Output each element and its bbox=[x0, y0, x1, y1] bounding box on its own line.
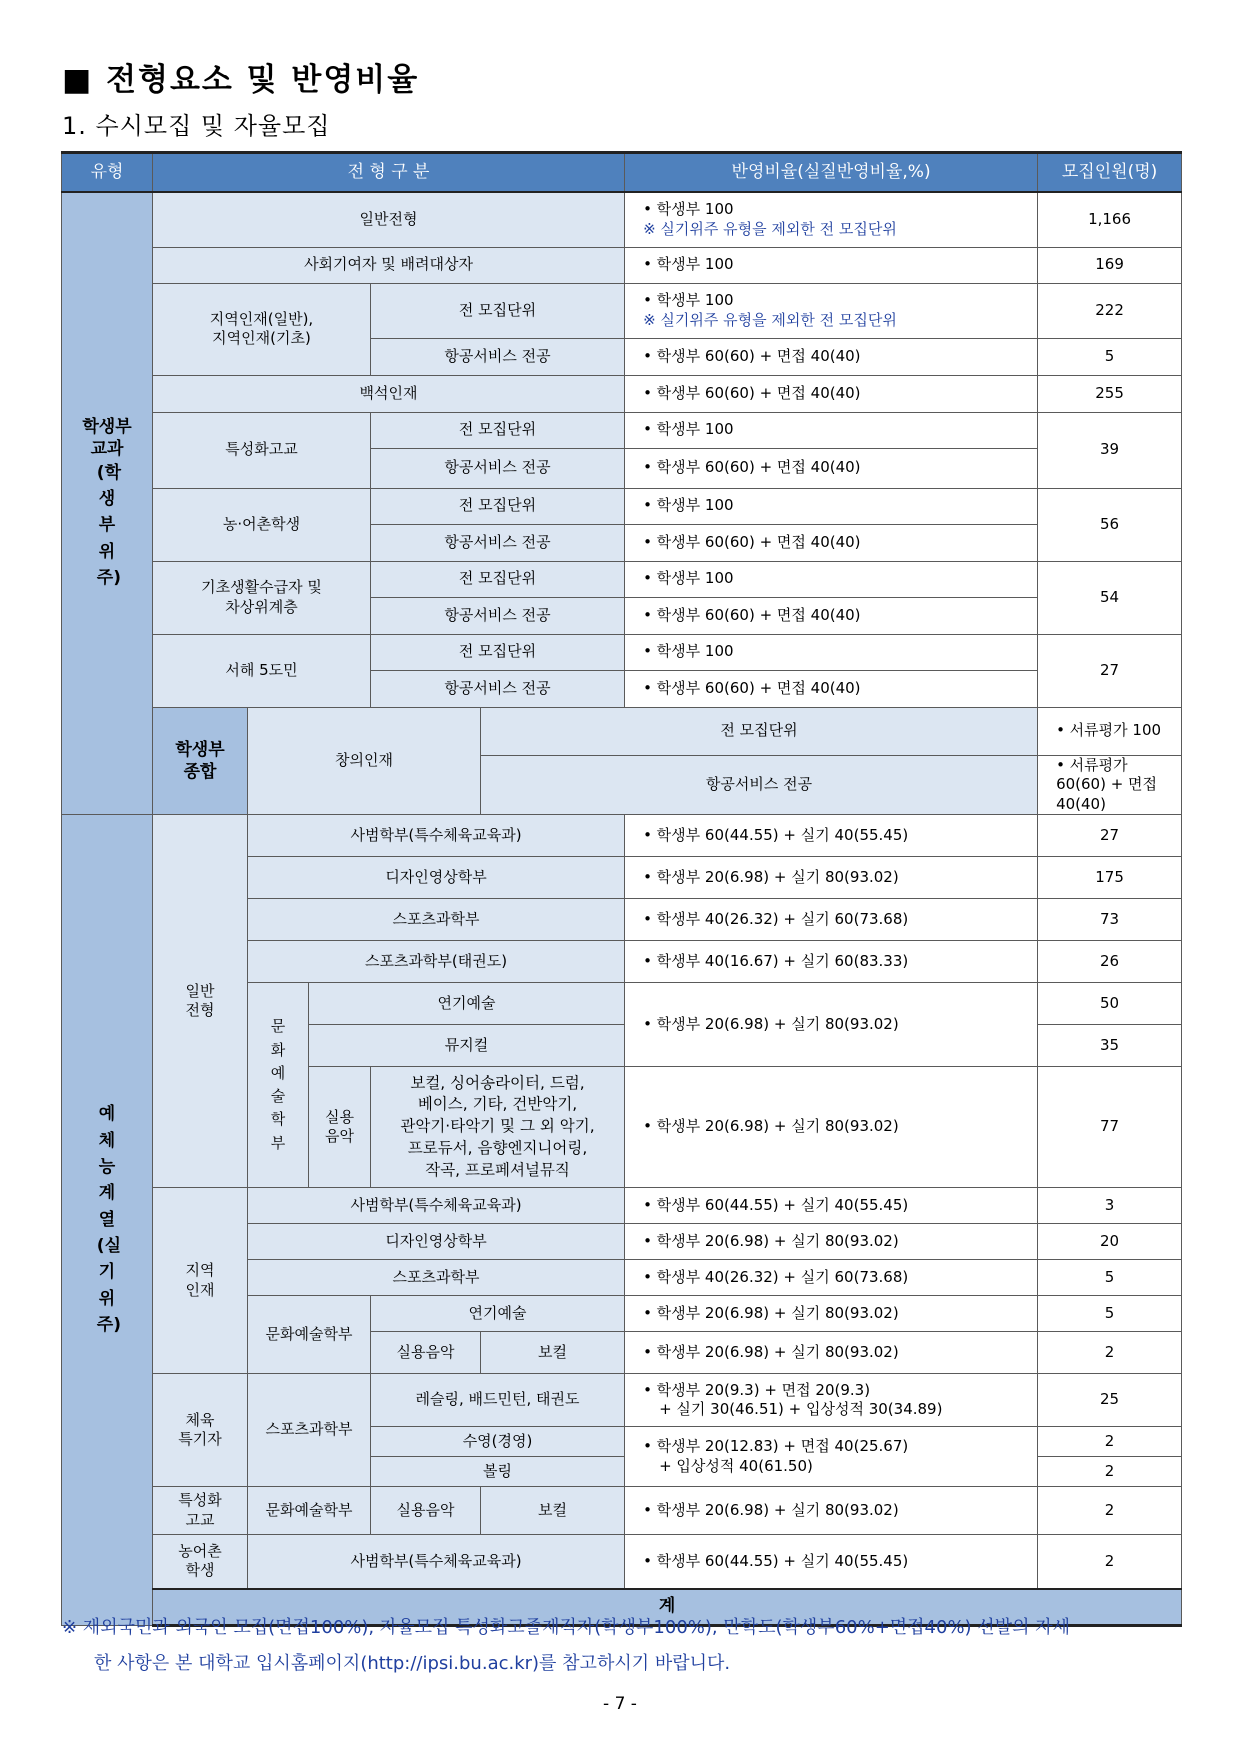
division-cell: 백석인재 bbox=[153, 375, 625, 412]
subdivision-cell: 항공서비스 전공 bbox=[371, 524, 625, 561]
major-cell: 보컬 bbox=[481, 1487, 625, 1535]
quota-cell: 5 bbox=[1038, 1296, 1182, 1332]
ratio-cell: • 학생부 60(60) + 면접 40(40) bbox=[625, 670, 1038, 707]
ratio-cell: • 학생부 100 bbox=[625, 412, 1038, 448]
subdivision-cell: 항공서비스 전공 bbox=[371, 448, 625, 488]
ratio-cell: • 학생부 100 bbox=[625, 247, 1038, 283]
ratio-cell: • 학생부 20(6.98) + 실기 80(93.02) bbox=[625, 1224, 1038, 1260]
table-row bbox=[62, 707, 1182, 755]
table-row bbox=[62, 247, 1182, 283]
quota-cell: 255 bbox=[1038, 375, 1182, 412]
ratio-cell: • 학생부 100 ※ 실기위주 유형을 제외한 전 모집단위 bbox=[625, 192, 1038, 247]
quota-cell: 54 bbox=[1038, 561, 1182, 634]
header-quota: 모집인원(명) bbox=[1038, 153, 1182, 193]
subdivision-cell: 항공서비스 전공 bbox=[371, 597, 625, 634]
department-cell: 스포츠과학부(태권도) bbox=[248, 941, 625, 983]
quota-cell: 2 bbox=[1038, 1487, 1182, 1535]
ratio-cell: • 학생부 60(60) + 면접 40(40) bbox=[625, 375, 1038, 412]
category-gyogwa: 학생부 교과 (학생부위주) bbox=[62, 192, 153, 815]
division-cell: 지역인재(일반), 지역인재(기초) bbox=[153, 283, 371, 375]
major-cell: 레슬링, 배드민턴, 태권도 bbox=[371, 1374, 625, 1427]
quota-cell: 39 bbox=[1038, 412, 1182, 488]
ratio-cell: • 학생부 60(44.55) + 실기 40(55.45) bbox=[625, 1535, 1038, 1589]
quota-cell: 5 bbox=[1038, 1260, 1182, 1296]
ratio-cell: • 학생부 60(60) + 면접 40(40) bbox=[625, 597, 1038, 634]
category-yeche: 예체능계열(실기위주) bbox=[62, 815, 153, 1626]
header-ratio: 반영비율(실질반영비율,%) bbox=[625, 153, 1038, 193]
department-cell: 스포츠과학부 bbox=[248, 1374, 371, 1487]
footnote-line: ※ 재외국민과 외국인 모집(면접100%), 자율모집 특성화고졸재직자(학생부100%), 만학도(학생부60%+면접40%) 선발의 자세 bbox=[62, 1617, 1070, 1638]
ratio-cell: • 학생부 20(6.98) + 실기 80(93.02) bbox=[625, 1296, 1038, 1332]
department-cell: 디자인영상학부 bbox=[248, 1224, 625, 1260]
division-cell: 문화예술학부 bbox=[248, 983, 309, 1188]
subdivision-cell: 전 모집단위 bbox=[371, 634, 625, 670]
major-cell: 뮤지컬 bbox=[309, 1025, 625, 1067]
table-row bbox=[62, 1535, 1182, 1589]
table-row bbox=[62, 192, 1182, 247]
table-row bbox=[62, 412, 1182, 448]
ratio-cell: • 학생부 20(12.83) + 면접 40(25.67) + 입상성적 40(61.50) bbox=[625, 1427, 1038, 1487]
subdivision-cell: 전 모집단위 bbox=[371, 488, 625, 524]
department-cell: 사범학부(특수체육교육과) bbox=[248, 1188, 625, 1224]
quota-cell: 73 bbox=[1038, 899, 1182, 941]
division-cell: 기초생활수급자 및 차상위계층 bbox=[153, 561, 371, 634]
ratio-cell: • 서류평가 60(60) + 면접 40(40) bbox=[1038, 755, 1182, 815]
subdivision-cell: 전 모집단위 bbox=[371, 283, 625, 338]
ratio-cell: • 학생부 60(44.55) + 실기 40(55.45) bbox=[625, 1188, 1038, 1224]
quota-cell: 2 bbox=[1038, 1332, 1182, 1374]
major-cell: 실용음악 bbox=[371, 1332, 481, 1374]
ratio-cell: • 학생부 60(60) + 면접 40(40) bbox=[625, 448, 1038, 488]
division-cell: 사회기여자 및 배려대상자 bbox=[153, 247, 625, 283]
division-cell: 창의인재 bbox=[248, 707, 481, 815]
quota-cell: 2 bbox=[1038, 1457, 1182, 1487]
division-cell: 서해 5도민 bbox=[153, 634, 371, 707]
division-cell: 일반 전형 bbox=[153, 815, 248, 1188]
ratio-cell: • 서류평가 100 bbox=[1038, 707, 1182, 755]
quota-cell: 77 bbox=[1038, 1067, 1182, 1188]
ratio-cell: • 학생부 20(6.98) + 실기 80(93.02) bbox=[625, 1332, 1038, 1374]
quota-cell: 56 bbox=[1038, 488, 1182, 561]
quota-cell: 222 bbox=[1038, 283, 1182, 338]
major-cell: 수영(경영) bbox=[371, 1427, 625, 1457]
department-cell: 스포츠과학부 bbox=[248, 899, 625, 941]
ratio-cell: • 학생부 100 bbox=[625, 634, 1038, 670]
division-cell: 특성화 고교 bbox=[153, 1487, 248, 1535]
quota-cell: 2 bbox=[1038, 1535, 1182, 1589]
ratio-cell: • 학생부 60(60) + 면접 40(40) bbox=[625, 524, 1038, 561]
division-cell: 체육 특기자 bbox=[153, 1374, 248, 1487]
ratio-cell: • 학생부 20(6.98) + 실기 80(93.02) bbox=[625, 1487, 1038, 1535]
subdivision-cell: 전 모집단위 bbox=[371, 412, 625, 448]
department-cell: 스포츠과학부 bbox=[248, 1260, 625, 1296]
major-cell: 실용 음악 bbox=[309, 1067, 371, 1188]
subdivision-cell: 항공서비스 전공 bbox=[371, 338, 625, 375]
ratio-cell: • 학생부 20(6.98) + 실기 80(93.02) bbox=[625, 857, 1038, 899]
subdivision-cell: 전 모집단위 bbox=[481, 707, 1038, 755]
major-cell: 보컬 bbox=[481, 1332, 625, 1374]
table-row bbox=[62, 1188, 1182, 1224]
ratio-cell: • 학생부 40(26.32) + 실기 60(73.68) bbox=[625, 899, 1038, 941]
page-number: - 7 - bbox=[603, 1694, 637, 1714]
ratio-cell: • 학생부 20(6.98) + 실기 80(93.02) bbox=[625, 983, 1038, 1067]
department-cell: 디자인영상학부 bbox=[248, 857, 625, 899]
subdivision-cell: 항공서비스 전공 bbox=[371, 670, 625, 707]
quota-cell: 2 bbox=[1038, 1427, 1182, 1457]
major-cell: 연기예술 bbox=[309, 983, 625, 1025]
table-row bbox=[62, 1374, 1182, 1427]
ratio-cell: • 학생부 100 ※ 실기위주 유형을 제외한 전 모집단위 bbox=[625, 283, 1038, 338]
table-row bbox=[62, 375, 1182, 412]
division-cell: 농어촌 학생 bbox=[153, 1535, 248, 1589]
department-cell: 문화예술학부 bbox=[248, 1487, 371, 1535]
quota-cell: 169 bbox=[1038, 247, 1182, 283]
admission-table bbox=[61, 151, 1182, 1627]
quota-cell: 50 bbox=[1038, 983, 1182, 1025]
department-cell: 사범학부(특수체육교육과) bbox=[248, 1535, 625, 1589]
footnote bbox=[62, 1610, 1182, 1682]
header-division: 전 형 구 분 bbox=[153, 153, 625, 193]
division-cell: 지역 인재 bbox=[153, 1188, 248, 1374]
section-subtitle: 1. 수시모집 및 자율모집 bbox=[62, 112, 331, 140]
department-cell: 사범학부(특수체육교육과) bbox=[248, 815, 625, 857]
quota-cell: 175 bbox=[1038, 857, 1182, 899]
quota-cell: 26 bbox=[1038, 941, 1182, 983]
table-row bbox=[62, 283, 1182, 338]
ratio-cell: • 학생부 60(44.55) + 실기 40(55.45) bbox=[625, 815, 1038, 857]
ratio-cell: • 학생부 100 bbox=[625, 488, 1038, 524]
quota-cell: 1,166 bbox=[1038, 192, 1182, 247]
footnote-line: 한 사항은 본 대학교 입시홈페이지(http://ipsi.bu.ac.kr)를 참고하시기 바랍니다. bbox=[94, 1653, 731, 1674]
table-row bbox=[62, 561, 1182, 597]
table-header-row bbox=[62, 153, 1182, 193]
music-majors-cell: 보컬, 싱어송라이터, 드럼, 베이스, 기타, 건반악기, 관악기·타악기 및 그 외 악기, 프로듀서, 음향엔지니어링, 작곡, 프로페셔널뮤직 bbox=[371, 1067, 625, 1188]
quota-cell: 25 bbox=[1038, 1374, 1182, 1427]
division-cell: 농·어촌학생 bbox=[153, 488, 371, 561]
ratio-cell: • 학생부 100 bbox=[625, 561, 1038, 597]
division-cell: 특성화고교 bbox=[153, 412, 371, 488]
table-row bbox=[62, 1487, 1182, 1535]
major-cell: 실용음악 bbox=[371, 1487, 481, 1535]
ratio-cell: • 학생부 40(16.67) + 실기 60(83.33) bbox=[625, 941, 1038, 983]
ratio-cell: • 학생부 20(9.3) + 면접 20(9.3) + 실기 30(46.51) + 입상성적 30(34.89) bbox=[625, 1374, 1038, 1427]
table-row bbox=[62, 488, 1182, 524]
quota-cell: 35 bbox=[1038, 1025, 1182, 1067]
division-cell: 일반전형 bbox=[153, 192, 625, 247]
department-cell: 문화예술학부 bbox=[248, 1296, 371, 1374]
subdivision-cell: 전 모집단위 bbox=[371, 561, 625, 597]
major-cell: 연기예술 bbox=[371, 1296, 625, 1332]
section-title: ■ 전형요소 및 반영비율 bbox=[62, 62, 420, 98]
subdivision-cell: 항공서비스 전공 bbox=[481, 755, 1038, 815]
table-row bbox=[62, 815, 1182, 857]
total-label: 계 bbox=[153, 1589, 1182, 1626]
ratio-cell: • 학생부 60(60) + 면접 40(40) bbox=[625, 338, 1038, 375]
category-jonghap: 학생부 종합 bbox=[153, 707, 248, 815]
quota-cell: 27 bbox=[1038, 634, 1182, 707]
ratio-cell: • 학생부 40(26.32) + 실기 60(73.68) bbox=[625, 1260, 1038, 1296]
ratio-cell: • 학생부 20(6.98) + 실기 80(93.02) bbox=[625, 1067, 1038, 1188]
quota-cell: 3 bbox=[1038, 1188, 1182, 1224]
quota-cell: 20 bbox=[1038, 1224, 1182, 1260]
major-cell: 볼링 bbox=[371, 1457, 625, 1487]
header-type: 유형 bbox=[62, 153, 153, 193]
table-row bbox=[62, 634, 1182, 670]
quota-cell: 27 bbox=[1038, 815, 1182, 857]
quota-cell: 5 bbox=[1038, 338, 1182, 375]
